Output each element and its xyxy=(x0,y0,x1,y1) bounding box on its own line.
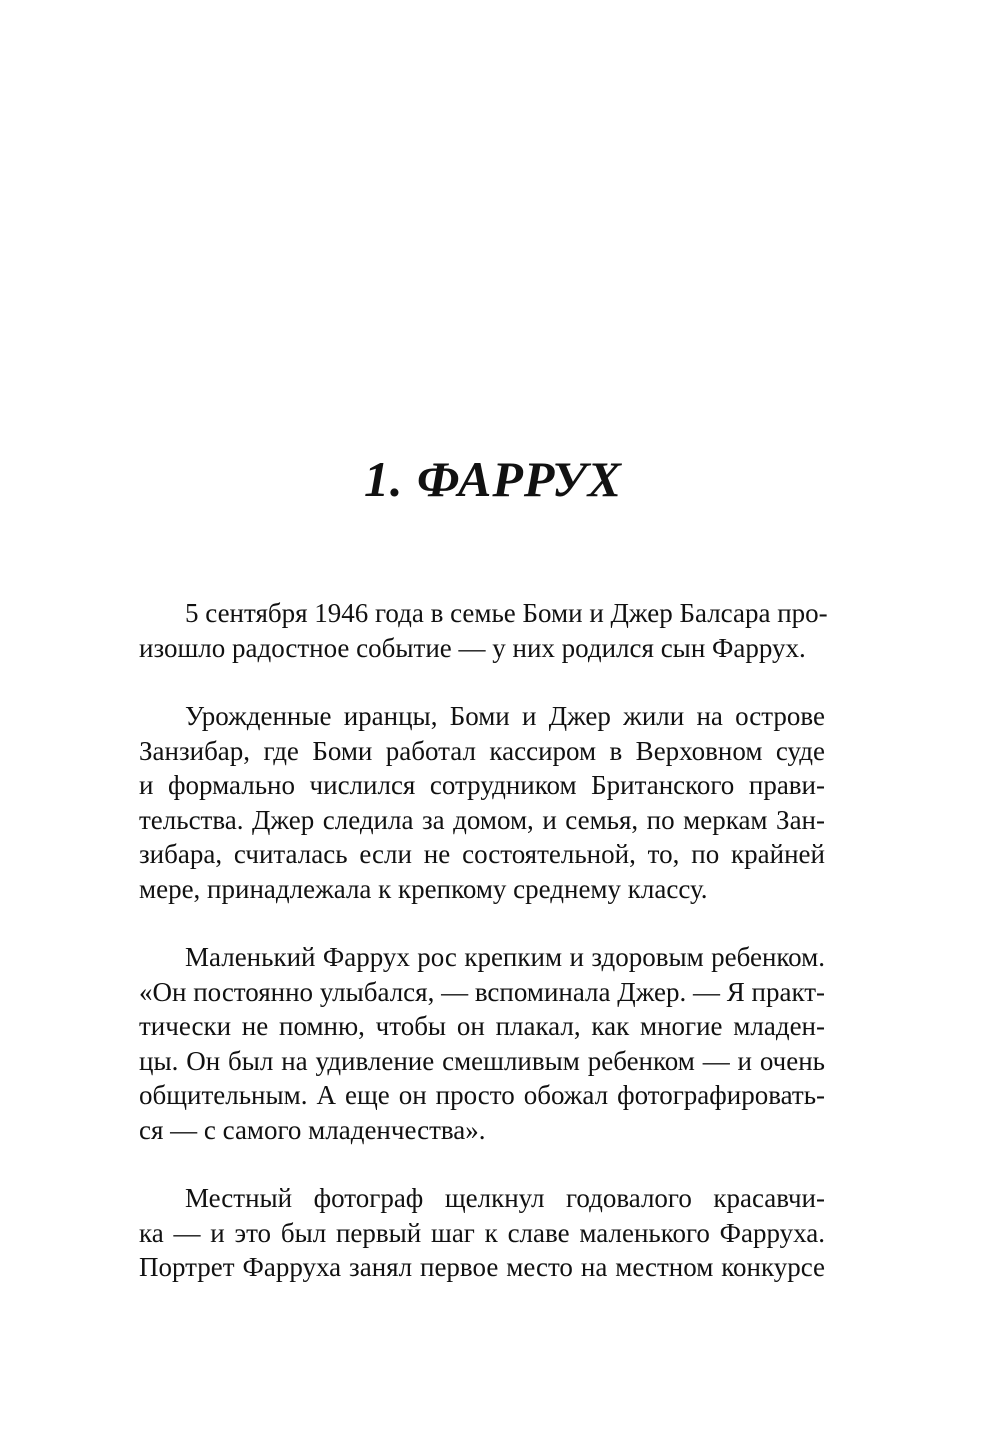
text-line: изошло радостное событие — у них родился сын Фаррух. xyxy=(139,632,806,663)
text-line: ка — и это был первый шаг к славе маленького Фарруха. xyxy=(139,1217,825,1248)
text-line: мере, принадлежала к крепкому среднему классу. xyxy=(139,873,708,904)
paragraph-3 xyxy=(139,940,825,1147)
text-line: Занзибар, где Боми работал кассиром в Верховном суде xyxy=(139,735,825,766)
text-line: «Он постоянно улыбался, — вспоминала Джер. — Я практ- xyxy=(139,976,825,1007)
text-line: общительным. А еще он просто обожал фотографировать- xyxy=(139,1080,825,1110)
text-line: Урожденные иранцы, Боми и Джер жили на острове xyxy=(185,701,825,731)
chapter-title: 1. ФАРРУХ xyxy=(363,451,623,507)
text-line: тельства. Джер следила за домом, и семья, по меркам Зан- xyxy=(139,804,825,835)
paragraph-2 xyxy=(139,699,825,906)
text-line: Портрет Фарруха занял первое место на местном конкурсе xyxy=(139,1252,825,1282)
chapter-body xyxy=(139,596,828,1319)
text-line: Местный фотограф щелкнул годовалого красавчи- xyxy=(185,1183,825,1213)
text-line: тически не помню, чтобы он плакал, как многие младен- xyxy=(139,1011,825,1041)
text-line: Маленький Фаррух рос крепким и здоровым ребенком. xyxy=(185,942,825,972)
text-line: и формально числился сотрудником Британского прави- xyxy=(139,770,825,800)
text-line: цы. Он был на удивление смешливым ребенком — и очень xyxy=(139,1045,825,1076)
paragraph-1 xyxy=(139,596,828,665)
text-line: 5 сентября 1946 года в семье Боми и Джер Балсара про- xyxy=(185,598,828,628)
paragraph-4 xyxy=(139,1181,825,1285)
text-line: зибара, считалась если не состоятельной, то, по крайней xyxy=(139,839,825,869)
text-line: ся — с самого младенчества». xyxy=(139,1114,486,1145)
